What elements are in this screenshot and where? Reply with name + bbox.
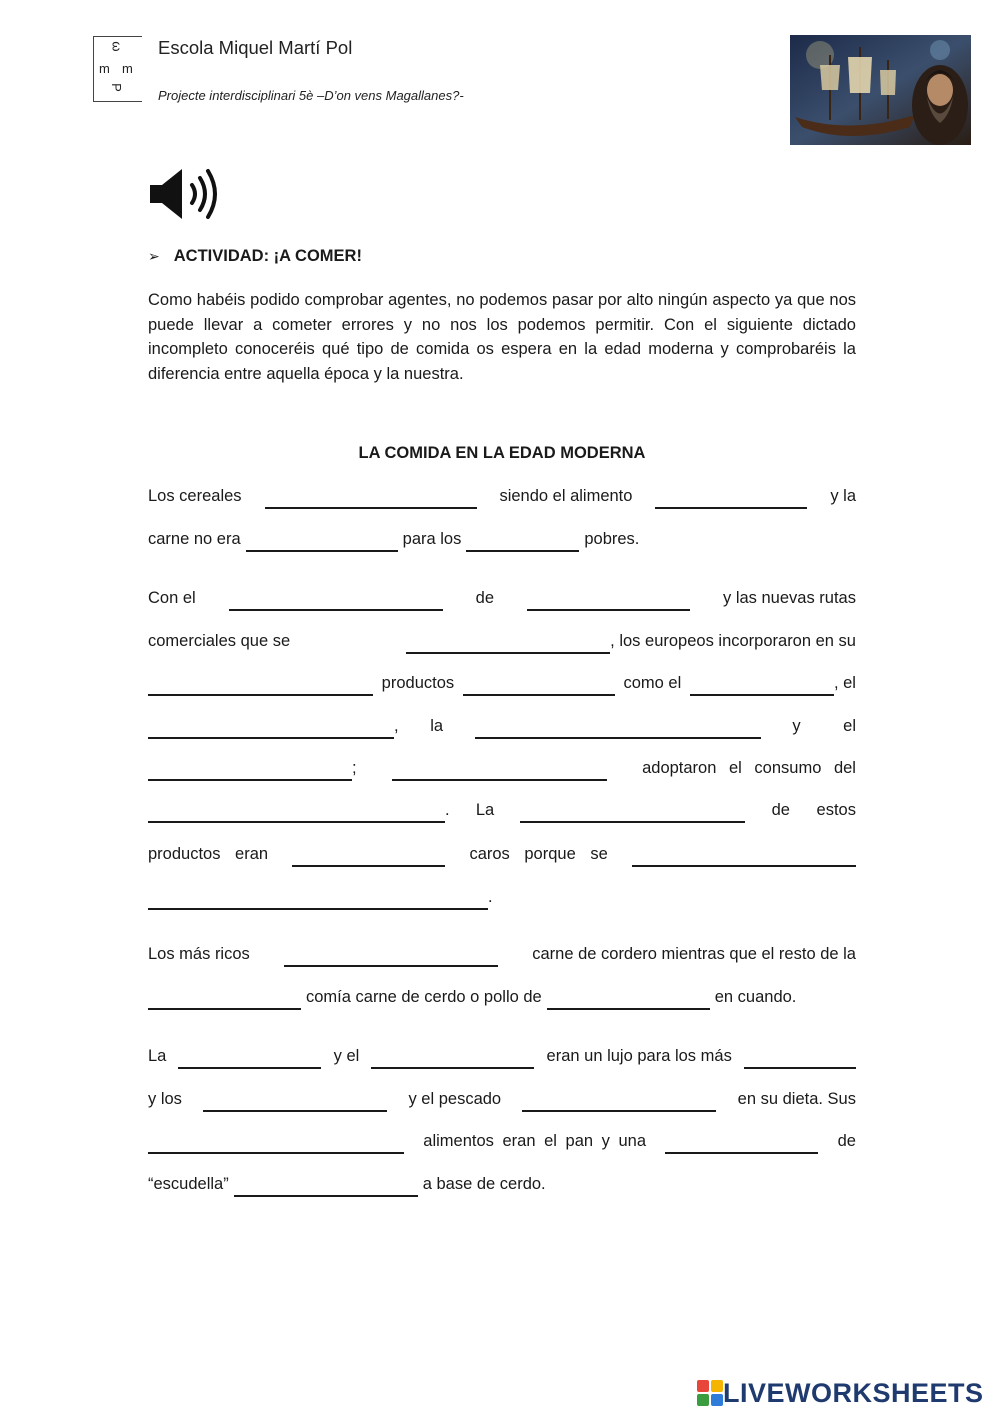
magellan-ship-image: [790, 35, 971, 145]
text-segment: Los más ricos: [148, 945, 250, 963]
liveworksheets-logo: [697, 1377, 984, 1409]
liveworksheets-brand: LIVEWORKSHEETS: [723, 1377, 984, 1408]
dictation-line: [148, 1129, 856, 1151]
answer-blank[interactable]: [148, 737, 394, 739]
text-segment: en cuando.: [714, 988, 797, 1006]
answer-blank[interactable]: [527, 609, 690, 611]
intro-paragraph: Como habéis podido comprobar agentes, no podemos pasar por alto ningún aspecto ya que nos puede llevar a cometer errores y no nos los podemos permitir. Con el siguiente dictado incompleto conoceréis qué tipo de comida os espera en la edad moderna y comprobaréis la diferencia entre aquella época y la nuestra.: [148, 291, 856, 383]
text-segment: de: [475, 589, 495, 607]
dictation-line: [148, 985, 856, 1007]
liveworksheets-icon: [697, 1380, 723, 1406]
answer-blank[interactable]: [234, 1195, 418, 1197]
text-segment: carne no era: [148, 530, 241, 548]
text-segment: para los: [402, 530, 462, 548]
answer-blank[interactable]: [547, 1008, 710, 1010]
text-segment: eran un lujo para los más: [546, 1047, 732, 1065]
answer-blank[interactable]: [371, 1067, 534, 1069]
text-segment: y el: [792, 717, 856, 735]
answer-blank[interactable]: [246, 550, 398, 552]
text-segment: ;: [352, 759, 357, 777]
dictation-line: [148, 527, 856, 549]
answer-blank[interactable]: [265, 507, 477, 509]
text-segment: .: [488, 888, 493, 906]
answer-blank[interactable]: [203, 1110, 387, 1112]
answer-blank[interactable]: [744, 1067, 856, 1069]
text-segment: comía carne de cerdo o pollo de: [306, 988, 542, 1006]
dictation-line: [148, 1087, 856, 1109]
logo-letter: P: [108, 83, 124, 92]
dictation-line: [148, 842, 856, 864]
dictation-line: [148, 629, 856, 651]
text-segment: productos eran: [148, 845, 269, 863]
text-segment: , el: [833, 674, 856, 692]
answer-blank[interactable]: [522, 1110, 716, 1112]
text-segment: “escudella”: [148, 1175, 229, 1193]
text-segment: y el pescado: [408, 1090, 502, 1108]
text-segment: y los: [148, 1090, 182, 1108]
dictation-line: [148, 798, 856, 820]
answer-blank[interactable]: [463, 694, 615, 696]
answer-blank[interactable]: [292, 865, 445, 867]
dictation-line: [148, 942, 856, 964]
answer-blank[interactable]: [520, 821, 745, 823]
answer-blank[interactable]: [148, 1008, 301, 1010]
text-segment: adoptaron el consumo del: [642, 759, 856, 777]
answer-blank[interactable]: [229, 609, 443, 611]
answer-blank[interactable]: [148, 779, 352, 781]
answer-blank[interactable]: [148, 1152, 404, 1154]
text-segment: y la: [830, 487, 856, 505]
dictation-line: [148, 756, 856, 778]
dictation-line: [148, 714, 856, 736]
dictation-line: [148, 1044, 856, 1066]
text-segment: a base de cerdo.: [422, 1175, 546, 1193]
answer-blank[interactable]: [665, 1152, 818, 1154]
answer-blank[interactable]: [392, 779, 607, 781]
activity-label: ACTIVIDAD: ¡A COMER!: [173, 247, 362, 265]
text-segment: en su dieta. Sus: [737, 1090, 856, 1108]
answer-blank[interactable]: [406, 652, 610, 654]
dictation-line: [148, 484, 856, 506]
text-segment: , los europeos incorporaron en su: [610, 632, 856, 650]
answer-blank[interactable]: [178, 1067, 321, 1069]
text-segment: y el: [333, 1047, 360, 1065]
text-segment: Con el: [148, 589, 196, 607]
answer-blank[interactable]: [284, 965, 498, 967]
answer-blank[interactable]: [690, 694, 834, 696]
text-segment: ,: [394, 717, 399, 735]
answer-blank[interactable]: [466, 550, 579, 552]
answer-blank[interactable]: [148, 821, 445, 823]
logo-letter: ω: [109, 41, 125, 52]
text-segment: siendo el alimento: [499, 487, 633, 505]
text-segment: productos: [381, 674, 455, 692]
text-segment: La: [475, 801, 495, 819]
text-segment: caros porque se: [469, 845, 608, 863]
answer-blank[interactable]: [655, 507, 807, 509]
dictation-line: [148, 1172, 856, 1194]
text-segment: Los cereales: [148, 487, 242, 505]
text-segment: y las nuevas rutas: [723, 589, 856, 607]
text-segment: comerciales que se: [148, 632, 291, 650]
project-subtitle: Projecte interdisciplinari 5è –D’on vens Magallanes?-: [158, 88, 464, 103]
text-segment: pobres.: [584, 530, 640, 548]
text-segment: la: [430, 717, 444, 735]
answer-blank[interactable]: [148, 908, 488, 910]
dictation-line: [148, 671, 856, 693]
dictation-line: [148, 885, 856, 907]
answer-blank[interactable]: [148, 694, 373, 696]
text-segment: carne de cordero mientras que el resto de la: [532, 945, 856, 963]
school-name: Escola Miquel Martí Pol: [158, 37, 353, 58]
dictation-title: LA COMIDA EN LA EDAD MODERNA: [358, 444, 646, 462]
dictation-line: [148, 586, 856, 608]
answer-blank[interactable]: [632, 865, 856, 867]
arrow-bullet-icon: ➢: [148, 248, 160, 264]
text-segment: de: [837, 1132, 856, 1150]
logo-letter: m: [99, 61, 110, 76]
answer-blank[interactable]: [475, 737, 761, 739]
text-segment: La: [148, 1047, 167, 1065]
text-segment: .: [445, 801, 450, 819]
text-segment: de estos: [771, 801, 856, 819]
audio-speaker-icon[interactable]: [148, 165, 223, 223]
logo-letter: m: [122, 61, 133, 76]
text-segment: alimentos eran el pan y una: [423, 1132, 647, 1150]
activity-heading: [148, 247, 362, 266]
text-segment: como el: [623, 674, 682, 692]
school-logo: [93, 36, 142, 102]
